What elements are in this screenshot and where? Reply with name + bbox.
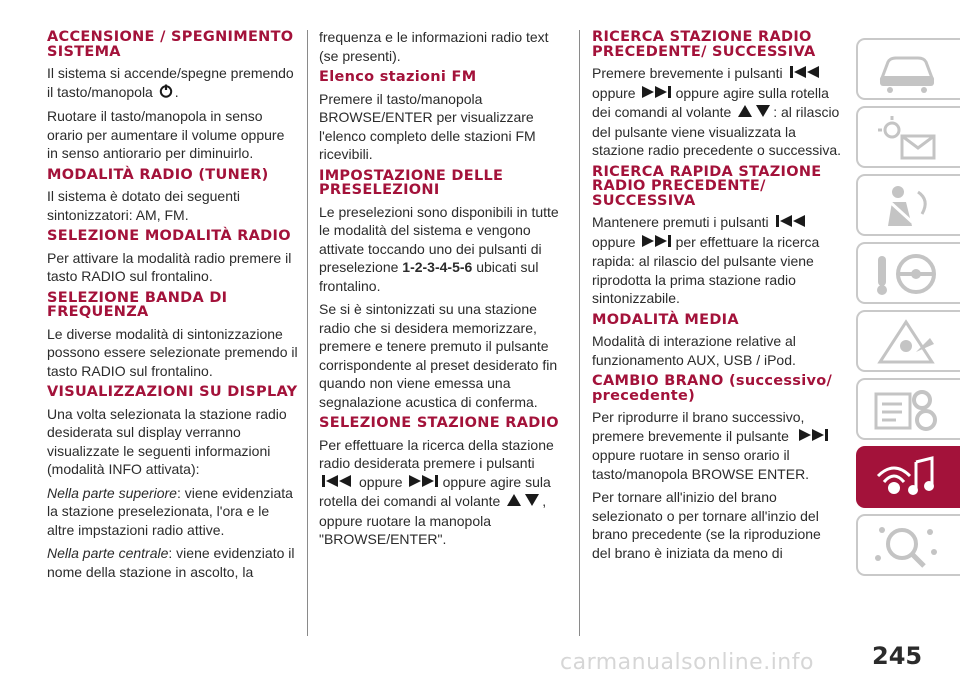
paragraph: Una volta selezionata la stazione radio desiderata sul display verranno visualizzate le seguenti informazioni (modalità INFO attivata): <box>47 405 287 478</box>
paragraph <box>592 64 842 160</box>
seek-back-icon <box>321 474 357 493</box>
seek-back-icon <box>775 214 811 233</box>
seek-forward-icon <box>638 234 674 253</box>
paragraph-text: : al rilascio del pulsante viene visualizzata la stazione radio precedente o successiva. <box>592 104 842 159</box>
heading-accensione: ACCENSIONE / SPEGNIMENTO SISTEMA <box>47 29 294 60</box>
heading-banda: SELEZIONE BANDA DI FREQUENZA <box>47 289 228 321</box>
heading-selezione-modalita: SELEZIONE MODALITÀ RADIO <box>47 228 291 245</box>
heading-tuner: MODALITÀ RADIO (TUNER) <box>47 166 269 183</box>
paragraph: Se si è sintonizzati su una stazione radio che si desidera memorizzare, premere e tenere premuto il pulsante corrispondente al preset desiderato fin quando non viene emessa una segnalazione acustica di conferma. <box>319 301 558 410</box>
paragraph: Ruotare il tasto/manopola in senso orario per aumentare il volume oppure in senso antiorario per diminuirlo. <box>47 108 285 162</box>
heading-elenco-stazioni: Elenco stazioni FM <box>319 69 477 85</box>
power-knob-icon <box>159 84 173 103</box>
paragraph-text: oppure ruotare in senso orario il tasto/manopola BROWSE ENTER. <box>592 447 810 482</box>
oppure-text: oppure <box>592 233 636 250</box>
tab-safety[interactable] <box>856 174 960 236</box>
up-down-arrows-icon <box>737 104 771 123</box>
paragraph: Per attivare la modalità radio premere il tasto RADIO sul frontalino. <box>47 249 292 285</box>
paragraph-text: Per riprodurre il brano successivo, premere brevemente il pulsante <box>592 409 805 444</box>
paragraph-text: Premere brevemente i pulsanti <box>592 65 783 81</box>
paragraph <box>47 484 299 540</box>
italic-label: Nella parte superiore <box>47 484 177 501</box>
watermark: carmanualsonline.info <box>560 650 814 675</box>
column-3 <box>592 28 842 567</box>
seek-forward-icon <box>638 85 674 104</box>
paragraph-text: : viene evidenziato il nome della stazione in ascolto, la <box>47 545 295 580</box>
tab-emergency[interactable] <box>856 310 960 372</box>
up-down-arrows-icon <box>506 493 540 512</box>
heading-ricerca-stazione: RICERCA STAZIONE RADIO PRECEDENTE/ SUCCESSIVA <box>592 29 816 60</box>
warning-lights-icon <box>872 114 942 162</box>
seek-forward-icon <box>795 428 831 447</box>
paragraph-text: per effettuare la ricerca rapida: al rilascio del pulsante viene riprodotta la prima stazione radio sintonizzabile. <box>592 233 820 307</box>
paragraph: Per tornare all'inizio del brano selezionato o per tornare all'inzio del brano precedente (se la riproduzione del brano è iniziata da meno di <box>592 489 821 561</box>
paragraph: Premere il tasto/manopola BROWSE/ENTER per visualizzare l'elenco completo delle stazioni FM ricevibili. <box>319 90 536 162</box>
oppure-text: oppure <box>359 473 403 490</box>
paragraph <box>592 408 842 483</box>
heading-selezione-stazione: SELEZIONE STAZIONE RADIO <box>319 415 559 431</box>
chapter-tabs <box>856 38 960 582</box>
heading-media: MODALITÀ MEDIA <box>592 311 739 328</box>
seek-forward-icon <box>405 474 441 493</box>
emergency-icon <box>872 318 942 366</box>
heading-ricerca-rapida: RICERCA RAPIDA STAZIONE RADIO PRECEDENTE/ SUCCESSIVA <box>592 163 822 209</box>
column-divider <box>579 30 580 636</box>
paragraph: frequenza e le informazioni radio text (se presenti). <box>319 29 549 64</box>
multimedia-icon <box>872 454 942 502</box>
tab-multimedia[interactable] <box>856 446 960 508</box>
paragraph <box>319 203 559 296</box>
oppure-text: oppure <box>592 84 636 101</box>
seek-back-icon <box>789 65 825 84</box>
paragraph <box>47 544 299 581</box>
paragraph: Modalità di interazione relative al funzionamento AUX, USB / iPod. <box>592 333 796 368</box>
maintenance-icon <box>872 386 942 434</box>
paragraph <box>319 436 559 549</box>
tab-index[interactable] <box>856 514 960 576</box>
italic-label: Nella parte centrale <box>47 545 169 562</box>
paragraph <box>592 213 842 308</box>
paragraph-text: ubicati sul frontalino. <box>319 259 539 294</box>
tab-car-info[interactable] <box>856 38 960 100</box>
safety-airbag-icon <box>872 182 942 230</box>
starting-driving-icon <box>872 250 942 298</box>
paragraph-text: Le preselezioni sono disponibili in tutte le modalità del sistema e vengono attivate toccando uno dei pulsanti di preselezione <box>319 203 559 275</box>
column-1 <box>47 28 299 586</box>
tab-maintenance[interactable] <box>856 378 960 440</box>
column-2 <box>319 28 559 554</box>
paragraph-text: , oppure ruotare la manopola "BROWSE/ENTER". <box>319 493 547 548</box>
column-divider <box>307 30 308 636</box>
paragraph-text: oppure agire sula rotella dei comandi al volante <box>319 473 551 510</box>
preset-numbers: 1-2-3-4-5-6 <box>402 259 473 275</box>
heading-impostazione: IMPOSTAZIONE DELLE PRESELEZIONI <box>319 167 504 198</box>
car-info-icon <box>872 46 942 94</box>
paragraph-text: Per effettuare la ricerca della stazione radio desiderata premere i pulsanti <box>319 436 554 471</box>
heading-visualizzazioni: VISUALIZZAZIONI SU DISPLAY <box>47 384 298 401</box>
paragraph-text: Il sistema si accende/spegne premendo il tasto/manopola <box>47 65 294 100</box>
paragraph: Le diverse modalità di sintonizzazione possono essere selezionate premendo il tasto RADIO sul frontalino. <box>47 325 298 379</box>
heading-cambio-brano: CAMBIO BRANO (successivo/ precedente) <box>592 373 833 404</box>
paragraph-text: Mantenere premuti i pulsanti <box>592 214 769 231</box>
paragraph-text: oppure agire sulla rotella dei comandi al volante <box>592 84 829 121</box>
paragraph: Il sistema è dotato dei seguenti sintonizzatori: AM, FM. <box>47 188 241 223</box>
paragraph <box>47 64 299 102</box>
tab-warning-lights[interactable] <box>856 106 960 168</box>
index-icon <box>872 522 942 570</box>
tab-starting-driving[interactable] <box>856 242 960 304</box>
paragraph-text: . <box>174 83 179 100</box>
paragraph-text: : viene evidenziata la stazione preselezionata, l'ora e le altre impstazioni radio attive. <box>47 484 293 538</box>
page-number: 245 <box>872 642 923 670</box>
